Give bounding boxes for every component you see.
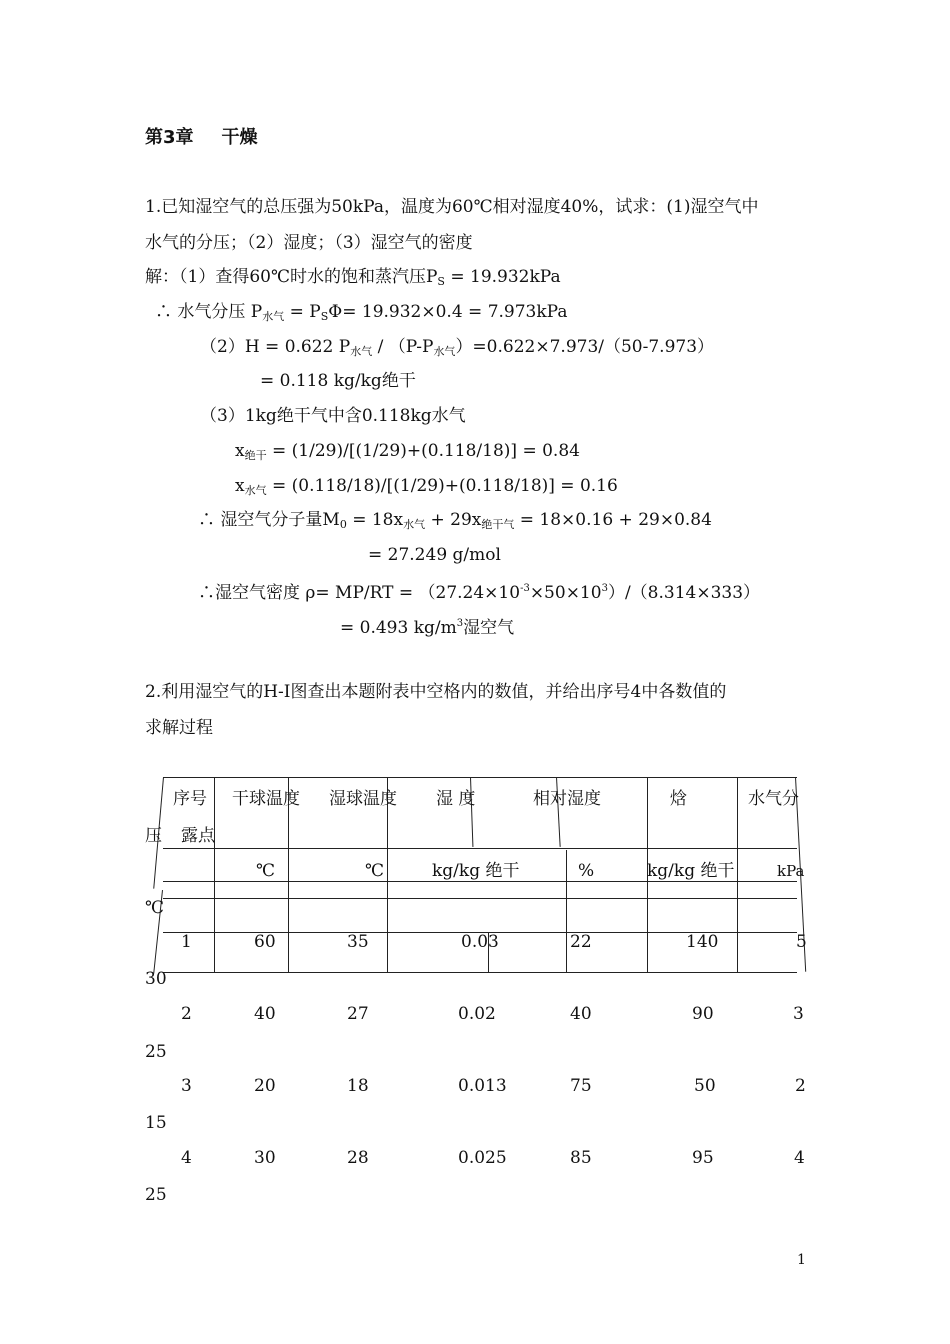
solution-step1-sub: S: [437, 275, 445, 288]
unit-enthalpy: kg/kg 绝干: [647, 861, 735, 881]
th-dew-point: 露点: [181, 826, 215, 846]
th-no: 序号: [173, 789, 207, 809]
table-row-4-dry: 30: [254, 1148, 276, 1168]
table-line-header: [163, 848, 797, 849]
solution-density-intro: （3）1kg绝干气中含0.118kg水气: [200, 406, 466, 426]
x2-value: = (0.118/18)/[(1/29)+(0.118/18)] = 0.16: [266, 476, 618, 496]
table-row-3-dew: 15: [145, 1113, 167, 1133]
chapter-heading: [145, 128, 258, 148]
pp-sub1: 水气: [262, 310, 285, 323]
table-row-2-enthalpy: 90: [692, 1004, 714, 1024]
x1-var: x: [235, 441, 245, 461]
h-mid: / （P-P: [372, 337, 434, 357]
solution-step1-text: 解：（1）查得60℃时水的饱和蒸汽压P: [145, 267, 438, 287]
h-text: （2）H = 0.622 P: [200, 337, 351, 357]
table-line-row1: [163, 972, 797, 973]
table-row-2-wet: 27: [347, 1004, 369, 1024]
m-sub0: 0: [339, 518, 347, 531]
th-relative-humidity: 相对湿度: [533, 789, 601, 809]
th-vapor-pressure-b: 压: [145, 826, 162, 846]
table-row-4-pressure: 4: [794, 1148, 805, 1168]
table-row-1-dew: 30: [145, 969, 167, 989]
rho-tail: ）/（8.314×333）: [607, 583, 761, 603]
solution-humidity: [200, 337, 714, 362]
solution-density-result: [340, 614, 514, 638]
table-row-3-dry: 20: [254, 1076, 276, 1096]
m-sub2: 绝干气: [481, 518, 515, 531]
x1-value: = (1/29)/[(1/29)+(0.118/18)] = 0.84: [266, 441, 580, 461]
rho-mid: ×50×10: [529, 583, 602, 603]
table-row-2-rh: 40: [570, 1004, 592, 1024]
table-row-3-pressure: 2: [795, 1076, 806, 1096]
m-eq2: + 29x: [425, 510, 482, 530]
table-row-2-no: 2: [181, 1004, 192, 1024]
unit-humidity: kg/kg 绝干: [432, 861, 520, 881]
table-row-2-dew: 25: [145, 1042, 167, 1062]
table-row-1-humidity: 0.03: [461, 932, 499, 952]
table-row-3-wet: 18: [347, 1076, 369, 1096]
problem1-question-line1: 1.已知湿空气的总压强为50kPa，温度为60℃相对湿度40%，试求：(1)湿空气中: [145, 197, 759, 217]
th-dry-bulb: 干球温度: [232, 789, 300, 809]
th-enthalpy: 焓: [670, 789, 687, 809]
table-row-4-dew: 25: [145, 1185, 167, 1205]
page-number: 1: [797, 1252, 806, 1268]
rho-text: ∴湿空气密度 ρ= MP/RT = （27.24×10: [198, 583, 521, 603]
table-row-2-dry: 40: [254, 1004, 276, 1024]
solution-x-dry: [235, 441, 580, 466]
pp-sub2: S: [320, 310, 329, 323]
h-value: ）=0.622×7.973/（50-7.973）: [455, 337, 715, 357]
table-line-blank: [163, 898, 797, 899]
problem2-question-line2: 求解过程: [145, 718, 213, 738]
table-line-v5-lower: [566, 850, 567, 972]
h-sub1: 水气: [350, 345, 373, 358]
table-row-1-wet: 35: [347, 932, 369, 952]
m-eq1: = 18x: [346, 510, 404, 530]
chapter-number: 第3章: [145, 127, 194, 148]
chapter-title: 干燥: [221, 127, 258, 148]
table-row-1-dry: 60: [254, 932, 276, 952]
problem1-question-line2: 水气的分压；（2）湿度；（3）湿空气的密度: [145, 233, 473, 253]
solution-molar-mass-result: = 27.249 g/mol: [368, 545, 501, 565]
unit-wet-bulb: ℃: [365, 861, 385, 881]
solution-x-water: [235, 476, 618, 501]
table-row-3-no: 3: [181, 1076, 192, 1096]
table-line-units: [163, 881, 797, 882]
solution-step1-value: = 19.932kPa: [444, 267, 561, 287]
x1-sub: 绝干: [244, 449, 267, 462]
pp-value: Φ= 19.932×0.4 = 7.973kPa: [328, 302, 568, 322]
table-line-top: [163, 777, 797, 778]
table-row-4-no: 4: [181, 1148, 192, 1168]
pp-text: ∴ 水气分压 P: [155, 302, 263, 322]
solution-humidity-result: = 0.118 kg/kg绝干: [260, 371, 416, 391]
rho-result-value: = 0.493 kg/m: [340, 618, 457, 638]
solution-density: [198, 579, 760, 603]
table-row-4-enthalpy: 95: [692, 1148, 714, 1168]
m-value: = 18×0.16 + 29×0.84: [514, 510, 712, 530]
table-line-v4-upper: [470, 777, 473, 847]
solution-partial-pressure: [155, 302, 567, 327]
table-row-1-no: 1: [181, 932, 192, 952]
unit-relative-humidity: %: [578, 861, 595, 881]
h-sub2: 水气: [433, 345, 456, 358]
rho-sup2: 3: [601, 583, 608, 594]
table-row-3-rh: 75: [570, 1076, 592, 1096]
table-line-v1: [214, 777, 215, 972]
x2-sub: 水气: [244, 484, 267, 497]
m-text: ∴ 湿空气分子量M: [198, 510, 340, 530]
table-row-4-wet: 28: [347, 1148, 369, 1168]
table-line-v7: [737, 777, 738, 972]
table-row-1-rh: 22: [570, 932, 592, 952]
th-humidity: 湿 度: [436, 789, 476, 809]
table-row-4-humidity: 0.025: [458, 1148, 507, 1168]
table-line-v5-upper: [556, 777, 561, 847]
th-wet-bulb: 湿球温度: [329, 789, 397, 809]
pp-eq: = P: [284, 302, 321, 322]
x2-var: x: [235, 476, 245, 496]
table-row-2-pressure: 3: [793, 1004, 804, 1024]
table-row-1-enthalpy: 140: [686, 932, 719, 952]
th-vapor-pressure-a: 水气分: [748, 789, 799, 809]
rho-result-sup: 3: [456, 618, 464, 629]
table-row-2-humidity: 0.02: [458, 1004, 496, 1024]
m-sub1: 水气: [403, 518, 426, 531]
solution-step1: [145, 267, 561, 292]
rho-result-unit: 湿空气: [463, 618, 515, 638]
unit-dew-point: ℃: [145, 898, 165, 918]
unit-dry-bulb: ℃: [256, 861, 276, 881]
unit-vapor-pressure: kPa: [777, 862, 805, 880]
rho-sup1: -3: [520, 583, 530, 594]
table-row-1-pressure: 5: [796, 932, 807, 952]
problem2-question-line1: 2.利用湿空气的H-I图查出本题附表中空格内的数值，并给出序号4中各数值的: [145, 682, 727, 702]
table-row-4-rh: 85: [570, 1148, 592, 1168]
table-row-3-humidity: 0.013: [458, 1076, 507, 1096]
solution-molar-mass: [198, 510, 712, 535]
table-row-3-enthalpy: 50: [694, 1076, 716, 1096]
